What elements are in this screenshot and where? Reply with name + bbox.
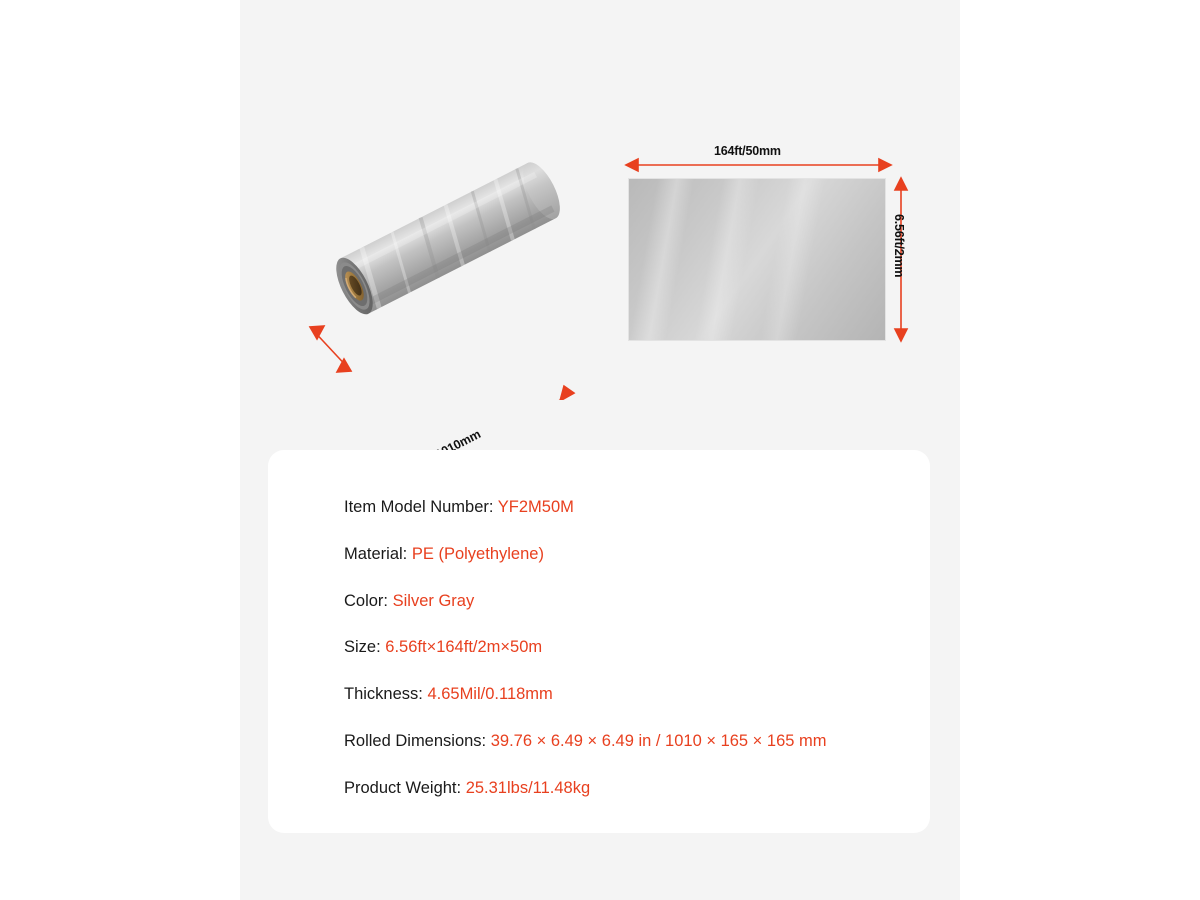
spec-row xyxy=(344,592,930,612)
spec-value: YF2M50M xyxy=(497,498,574,516)
spec-label: Color: xyxy=(344,591,389,610)
spec-label: Product Weight: xyxy=(344,778,462,797)
spec-row xyxy=(344,685,930,705)
spec-row xyxy=(344,638,930,658)
spec-row xyxy=(344,732,930,752)
spec-value: 25.31lbs/11.48kg xyxy=(465,778,591,797)
spec-value: 6.56ft×164ft/2m×50m xyxy=(385,638,543,657)
roll-diameter-dimension-arrow xyxy=(260,150,630,400)
spec-label: Material: xyxy=(344,544,408,563)
spec-row xyxy=(344,779,930,799)
sheet-height-dimension-arrow xyxy=(610,130,930,360)
spec-value: 39.76 × 6.49 × 6.49 in / 1010 × 165 × 165 mm xyxy=(490,731,827,750)
spec-label: Size: xyxy=(344,638,381,657)
spec-label: Item Model Number: xyxy=(344,498,494,516)
spec-label: Rolled Dimensions: xyxy=(344,731,487,750)
product-diagram-area xyxy=(240,0,960,450)
spec-value: PE (Polyethylene) xyxy=(411,544,544,563)
sheet-height-label: 6.56ft/2mm xyxy=(892,214,906,278)
spec-row xyxy=(344,498,930,518)
sheet-product-figure xyxy=(610,130,930,360)
spec-value: 4.65Mil/0.118mm xyxy=(427,685,553,704)
spec-value: Silver Gray xyxy=(392,591,475,610)
content-panel xyxy=(240,0,960,900)
spec-row xyxy=(344,545,930,565)
sheet-width-label: 164ft/50mm xyxy=(714,144,781,158)
rolled-product-figure xyxy=(260,150,630,400)
spec-label: Thickness: xyxy=(344,685,423,704)
specification-card xyxy=(268,450,930,833)
